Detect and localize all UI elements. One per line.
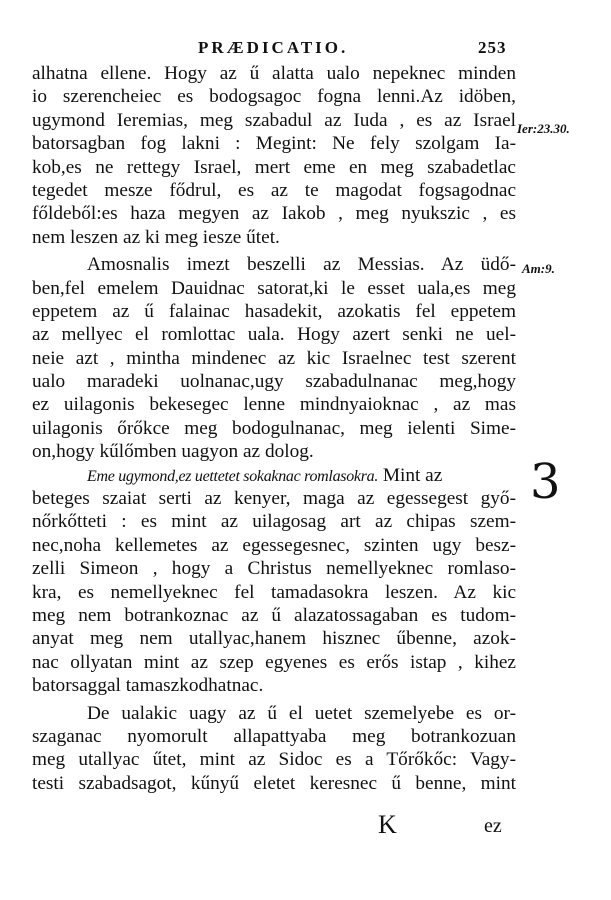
text-line: nec,noha kellemetes az egessegesnec, szinten ugy besz-: [32, 534, 516, 556]
text-line: anyat meg nem utallyac,hanem hisznec űbenne, azok-: [32, 628, 516, 650]
text-line: io szerencheiec es bodogsagoc fogna lenni.Az idöben,: [32, 86, 516, 108]
text-line: beteges szaiat serti az kenyer, maga az egessegest győ-: [32, 488, 516, 510]
text-line: meg nem botrankoznac az ű alazatossagaban es tudom-: [32, 604, 516, 626]
text-line: zelli Simeon , hogy a Christus nemellyeknec romlaso-: [32, 558, 516, 580]
text-line: ugymond Ieremias, meg szabadul az Iuda , es az Israel: [32, 109, 516, 131]
page-number: 253: [478, 38, 507, 57]
text-line: on,hogy kűlőmben uagyon az dolog.: [32, 441, 314, 463]
text-line: tegedet mesze fődrul, es az te magodat fogsagodnac: [32, 179, 516, 201]
page-header: [0, 38, 611, 60]
text-line: főldeből:es haza megyen az Iakob , meg nyukszic , es: [32, 203, 516, 225]
text-line: ez uilagonis bekesegec lenne mindnyaioknac , az mas: [32, 394, 516, 416]
text-line: meg utallyac űtet, mint az Sidoc es a Tőrőkőc: Vagy-: [32, 749, 516, 771]
text-line: uilagonis őrőkce meg bodogulnanac, meg ielenti Sime-: [32, 417, 516, 439]
text-line: szaganac nyomorult allapattyaba meg botrankozuan: [32, 725, 516, 747]
text-line: nőrkőtteti : es mint az uilagosag art az chipas szem-: [32, 511, 516, 533]
text-line: Amosnalis imezt beszelli az Messias. Az üdő-: [87, 254, 516, 276]
body-text: [32, 62, 516, 795]
text-line: neie azt , mintha mindenec az kic Israelnec test szerent: [32, 347, 516, 369]
text-line: ben,fel emelem Dauidnac satorat,ki le esset uala,es meg: [32, 277, 516, 299]
text-line: kra, es nemellyeknec fel tamadasokra leszen. Az kic: [32, 581, 516, 603]
text-line: kob,es ne rettegy Israel, mert eme en meg szabadetlac: [32, 156, 516, 178]
text-line: [32, 464, 516, 487]
text-line: eppetem az ű falainac hasadekit, azokatis fel eppetem: [32, 300, 516, 322]
running-head: PRÆDICATIO.: [198, 38, 349, 57]
margin-note-amos: Am:9.: [522, 261, 555, 276]
text-line: testi szabadsagot, kűnyű eletet keresnec ű benne, mint: [32, 772, 516, 794]
italic-quote: Eme ugymond,ez uettetet sokaknac romlasokra.: [87, 467, 379, 485]
handwritten-margin-mark: 3: [530, 454, 561, 510]
text-line: batorsaggal tamaszkodhatnac.: [32, 675, 264, 697]
text-line: az mellyec el romlottac uala. Hogy azert senki ne uel-: [32, 324, 516, 346]
text-line: nem leszen az ki meg iesze űtet.: [32, 226, 280, 248]
text-run: Mint az: [378, 464, 443, 486]
signature-mark: K: [378, 810, 397, 839]
margin-note-jeremiah: Ier:23.30.: [517, 121, 570, 136]
text-line: nac ollyatan mint az szep egyenes es erős istap , kihez: [32, 651, 516, 673]
text-line: De ualakic uagy az ű el uetet szemelyebe es or-: [87, 702, 516, 724]
text-line: ualo maradeki uolnanac,ugy szabadulnanac meg,hogy: [32, 371, 516, 393]
text-line: alhatna ellene. Hogy az ű alatta ualo nepeknec minden: [32, 63, 516, 84]
catchword: ez: [484, 815, 502, 837]
text-line: batorsagban fog lakni : Megint: Ne fely szolgam Ia-: [32, 133, 516, 155]
